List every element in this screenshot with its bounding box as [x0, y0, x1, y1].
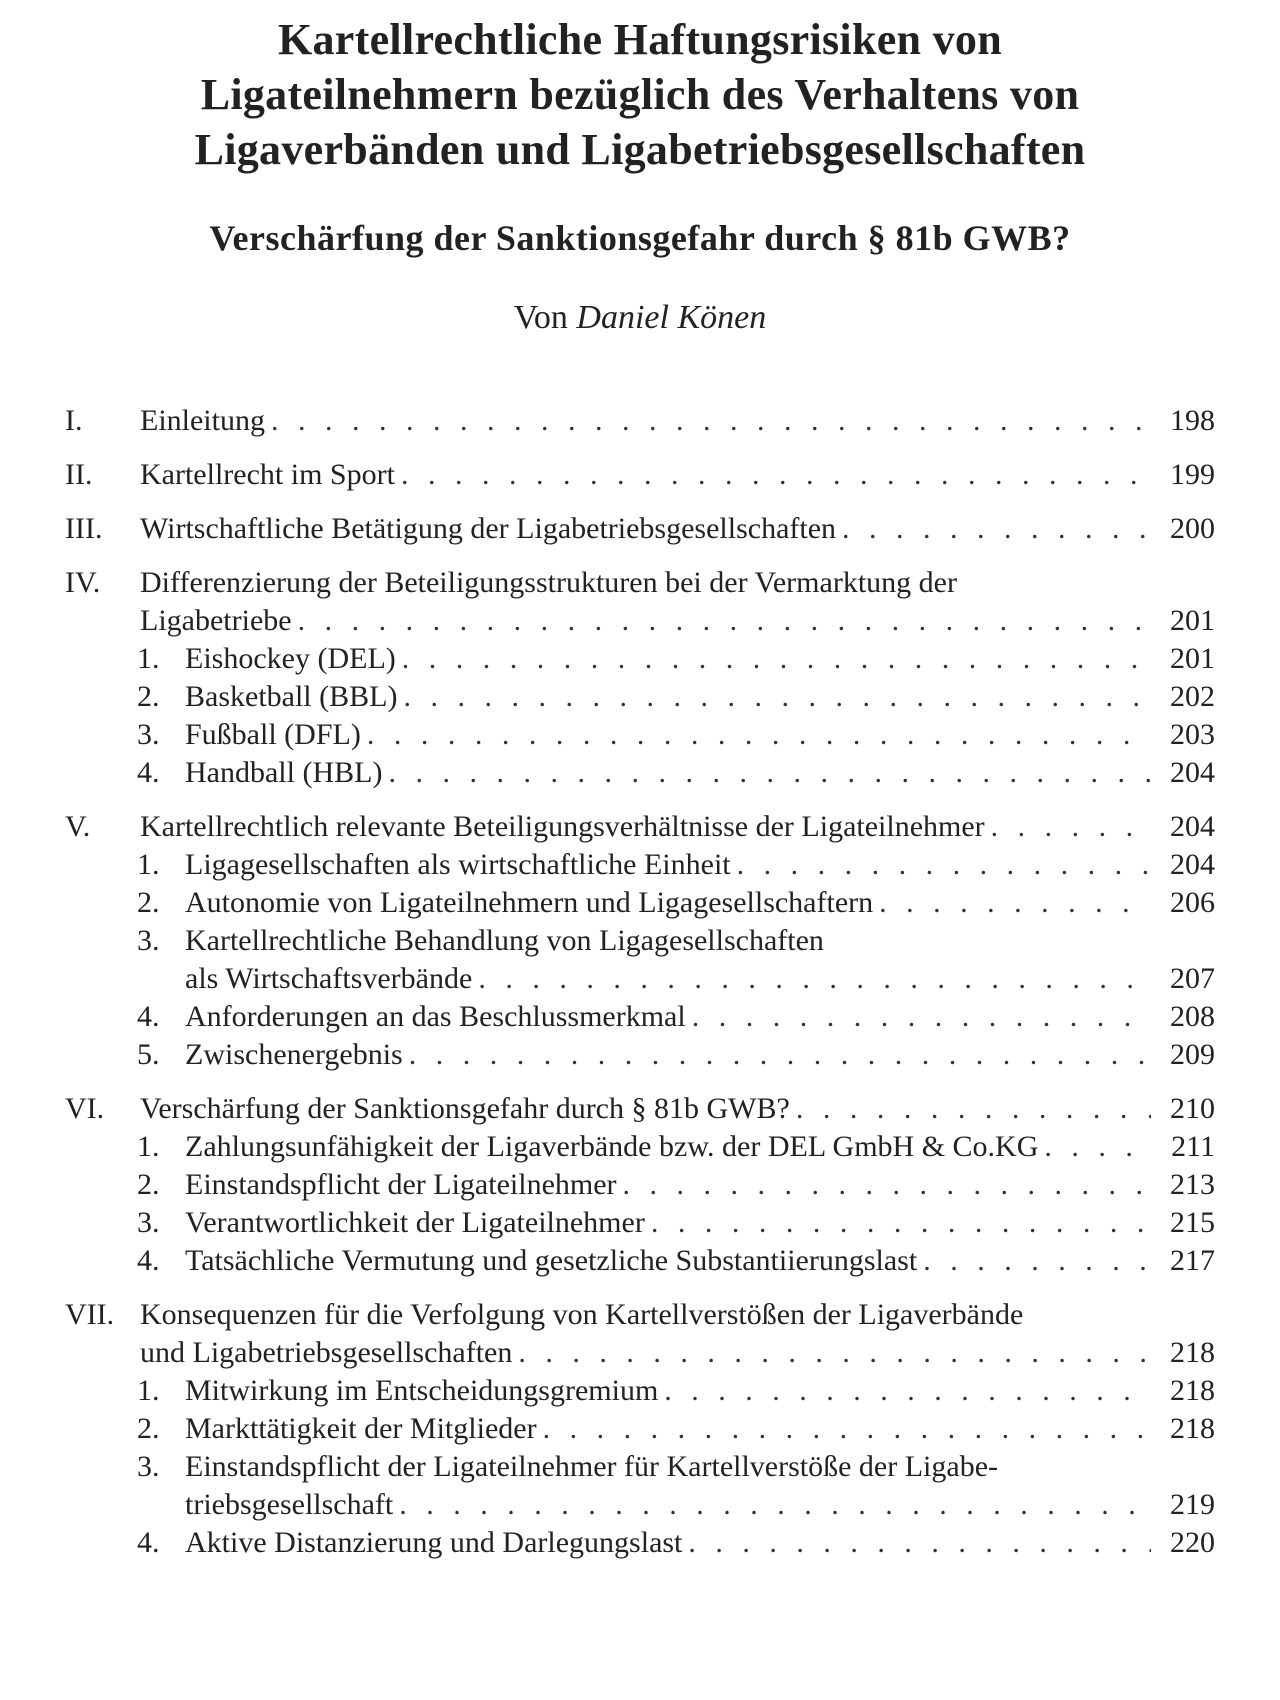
toc-subentry[interactable]	[65, 922, 1215, 998]
toc-entry-title-line: Verschärfung der Sanktionsgefahr durch § 81b GWB?	[140, 1092, 790, 1125]
toc-page-number: 215	[1170, 1206, 1215, 1239]
toc-entry-number: VII.	[65, 1298, 115, 1331]
toc-entry-title-line: Einstandspflicht der Ligateilnehmer	[185, 1168, 617, 1201]
dot-leader	[1044, 1128, 1151, 1166]
toc-entry-title-line: Kartellrechtlich relevante Beteiligungsverhältnisse der Ligateilnehmer	[140, 810, 985, 843]
dot-leader	[664, 1372, 1151, 1410]
toc-entry-title-line: Tatsächliche Vermutung und gesetzliche Substantiierungslast	[185, 1244, 918, 1277]
toc-page-number: 207	[1170, 962, 1215, 995]
toc-entry-number: 3.	[137, 1206, 160, 1239]
toc-entry-number: 4.	[137, 1244, 160, 1277]
toc-entry-number: 1.	[137, 1130, 160, 1163]
toc-entry-number: 4.	[137, 1000, 160, 1033]
toc-entry-title-line: Markttätigkeit der Mitglieder	[185, 1412, 537, 1445]
toc-section[interactable]	[65, 564, 1215, 640]
toc-entry-number: 2.	[137, 886, 160, 919]
toc-subentry[interactable]	[65, 640, 1215, 678]
toc-subentry[interactable]	[65, 846, 1215, 884]
toc-entry-title-line: Eishockey (DEL)	[185, 642, 396, 675]
dot-leader	[401, 456, 1151, 494]
toc-entry-title-line: Anforderungen an das Beschlussmerkmal	[185, 1000, 686, 1033]
toc-entry-number: 3.	[137, 1450, 160, 1483]
dot-leader	[543, 1410, 1151, 1448]
toc-entry-title-line: Verantwortlichkeit der Ligateilnehmer	[185, 1206, 645, 1239]
toc-page-number: 204	[1170, 810, 1215, 843]
toc-entry-title-line: Einstandspflicht der Ligateilnehmer für Kartellverstöße der Ligabe-	[185, 1450, 999, 1483]
toc-page-number: 201	[1170, 642, 1215, 675]
toc-entry-number: VI.	[65, 1092, 105, 1125]
dot-leader	[518, 1334, 1151, 1372]
toc-entry-title-line: Ligagesellschaften als wirtschaftliche Einheit	[185, 848, 731, 881]
toc-page-number: 208	[1170, 1000, 1215, 1033]
toc-subentry[interactable]	[65, 1524, 1215, 1562]
toc-page-number: 219	[1170, 1488, 1215, 1521]
toc-entry-number: 1.	[137, 642, 160, 675]
toc-subentry[interactable]	[65, 1410, 1215, 1448]
toc-subentry[interactable]	[65, 998, 1215, 1036]
toc-section[interactable]	[65, 402, 1215, 440]
author-prefix: Von	[513, 299, 568, 336]
toc-subentry[interactable]	[65, 678, 1215, 716]
dot-leader	[271, 402, 1151, 440]
toc-page-number: 204	[1170, 756, 1215, 789]
dot-leader	[623, 1166, 1151, 1204]
dot-leader	[688, 1524, 1151, 1562]
toc-entry-number: 4.	[137, 1526, 160, 1559]
title-line: Kartellrechtliche Haftungsrisiken von	[277, 15, 1002, 64]
toc-subentry[interactable]	[65, 1128, 1215, 1166]
toc-entry-title-line: Handball (HBL)	[185, 756, 383, 789]
dot-leader	[923, 1242, 1151, 1280]
toc-entry-title-line: Mitwirkung im Entscheidungsgremium	[185, 1374, 659, 1407]
toc-entry-title-line: Basketball (BBL)	[185, 680, 398, 713]
title-line: Ligaverbänden und Ligabetriebsgesellschaften	[194, 125, 1086, 174]
toc-page-number: 204	[1170, 848, 1215, 881]
toc-entry-number: III.	[65, 512, 103, 545]
toc-page-number: 220	[1170, 1526, 1215, 1559]
toc-entry-title-line: Aktive Distanzierung und Darlegungslast	[185, 1526, 683, 1559]
dot-leader	[367, 716, 1151, 754]
toc-page-number: 210	[1170, 1092, 1215, 1125]
toc-page-number: 218	[1170, 1412, 1215, 1445]
toc-entry-number: 1.	[137, 848, 160, 881]
toc-page-number: 200	[1170, 512, 1215, 545]
toc-entry-number: 2.	[137, 1168, 160, 1201]
dot-leader	[409, 1036, 1151, 1074]
dot-leader	[796, 1090, 1151, 1128]
toc-page-number: 209	[1170, 1038, 1215, 1071]
toc-section[interactable]	[65, 456, 1215, 494]
toc-subentry[interactable]	[65, 1242, 1215, 1280]
author-name: Daniel Könen	[576, 299, 767, 336]
toc-section[interactable]	[65, 510, 1215, 548]
table-of-contents	[65, 402, 1215, 1562]
toc-subentry[interactable]	[65, 1036, 1215, 1074]
toc-entry-title-line: Autonomie von Ligateilnehmern und Ligagesellschaftern	[185, 886, 874, 919]
document-subtitle: Verschärfung der Sanktionsgefahr durch § 81b GWB?	[209, 218, 1071, 258]
toc-entry-number: 2.	[137, 1412, 160, 1445]
toc-subentry[interactable]	[65, 1372, 1215, 1410]
toc-entry-title-line: und Ligabetriebsgesellschaften	[140, 1336, 513, 1369]
toc-section[interactable]	[65, 1090, 1215, 1128]
dot-leader	[403, 678, 1151, 716]
toc-subentry[interactable]	[65, 754, 1215, 792]
dot-leader	[298, 602, 1151, 640]
toc-section[interactable]	[65, 1296, 1215, 1372]
toc-subentry[interactable]	[65, 1166, 1215, 1204]
toc-entry-title-line: Wirtschaftliche Betätigung der Ligabetriebsgesellschaften	[140, 512, 837, 545]
toc-entry-number: II.	[65, 458, 93, 491]
toc-entry-number: 4.	[137, 756, 160, 789]
toc-subentry[interactable]	[65, 1448, 1215, 1524]
dot-leader	[388, 754, 1151, 792]
toc-entry-number: IV.	[65, 566, 101, 599]
dot-leader	[399, 1486, 1151, 1524]
toc-page-number: 202	[1170, 680, 1215, 713]
toc-page-number: 211	[1171, 1130, 1215, 1163]
toc-subentry[interactable]	[65, 716, 1215, 754]
toc-entry-title-line: Differenzierung der Beteiligungsstrukturen bei der Vermarktung der	[140, 566, 957, 599]
toc-entry-title-line: Kartellrecht im Sport	[140, 458, 395, 491]
toc-entry-number: 5.	[137, 1038, 160, 1071]
toc-entry-title-line: Ligabetriebe	[140, 604, 292, 637]
toc-entry-number: 3.	[137, 924, 160, 957]
toc-page-number: 198	[1170, 404, 1215, 437]
title-line: Ligateilnehmern bezüglich des Verhaltens von	[200, 70, 1080, 119]
toc-section[interactable]	[65, 808, 1215, 846]
dot-leader	[651, 1204, 1151, 1242]
toc-entry-number: 2.	[137, 680, 160, 713]
toc-entry-title-line: als Wirtschaftsverbände	[185, 962, 473, 995]
toc-entry-title-line: Konsequenzen für die Verfolgung von Kartellverstößen der Ligaverbände	[140, 1298, 1024, 1331]
toc-entry-title-line: triebsgesellschaft	[185, 1488, 394, 1521]
dot-leader	[991, 808, 1151, 846]
toc-subentry[interactable]	[65, 884, 1215, 922]
dot-leader	[737, 846, 1151, 884]
dot-leader	[879, 884, 1151, 922]
toc-page-number: 199	[1170, 458, 1215, 491]
dot-leader	[478, 960, 1151, 998]
toc-entry-title-line: Kartellrechtliche Behandlung von Ligagesellschaften	[185, 924, 824, 957]
toc-entry-title-line: Zahlungsunfähigkeit der Ligaverbände bzw. der DEL GmbH & Co.KG	[185, 1130, 1039, 1163]
toc-entry-title-line: Fußball (DFL)	[185, 718, 361, 751]
toc-entry-number: 1.	[137, 1374, 160, 1407]
toc-page-number: 206	[1170, 886, 1215, 919]
toc-page-number: 218	[1170, 1374, 1215, 1407]
toc-entry-title-line: Zwischenergebnis	[185, 1038, 403, 1071]
dot-leader	[402, 640, 1151, 678]
toc-subentry[interactable]	[65, 1204, 1215, 1242]
toc-entry-title-line: Einleitung	[140, 404, 265, 437]
toc-page-number: 217	[1170, 1244, 1215, 1277]
toc-entry-number: 3.	[137, 718, 160, 751]
toc-entry-number: V.	[65, 810, 91, 843]
dot-leader	[692, 998, 1151, 1036]
toc-page-number: 201	[1170, 604, 1215, 637]
toc-page-number: 213	[1170, 1168, 1215, 1201]
document-title	[0, 0, 1280, 177]
toc-entry-number: I.	[65, 404, 83, 437]
toc-page-number: 218	[1170, 1336, 1215, 1369]
toc-page-number: 203	[1170, 718, 1215, 751]
dot-leader	[842, 510, 1151, 548]
author-line	[0, 299, 1280, 337]
